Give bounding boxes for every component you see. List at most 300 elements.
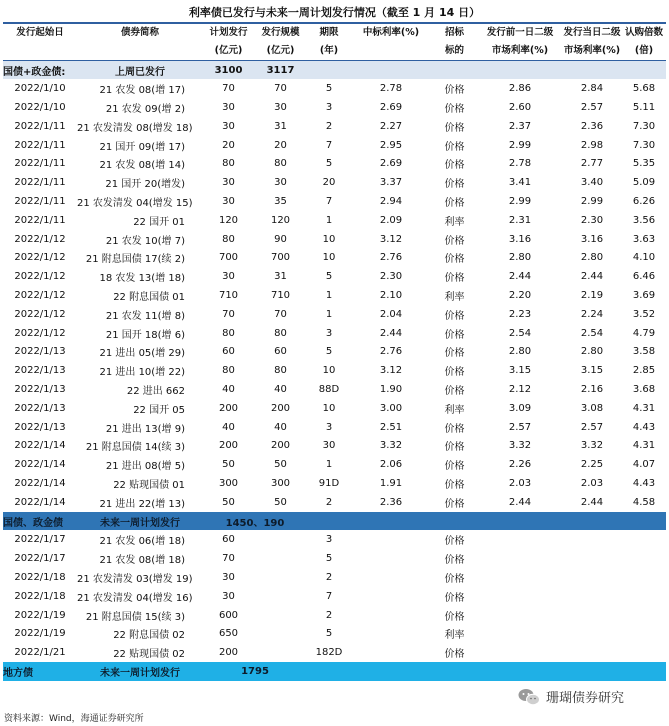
table-cell: 5.11	[632, 101, 656, 113]
table-cell: 60	[222, 346, 235, 358]
table-row	[3, 267, 666, 286]
table-cell: 120	[270, 214, 291, 226]
table-cell: 利率	[444, 630, 465, 642]
table-cell: 3.32	[379, 440, 403, 452]
table-cell: 21 国开 09(增 17)	[99, 141, 185, 153]
table-cell: 80	[222, 327, 235, 339]
table-cell: 21 附息国债 15(续 3)	[85, 611, 185, 623]
table-cell	[254, 643, 307, 662]
table-cell: 2.04	[379, 308, 403, 320]
table-cell: 22 附息国债 01	[113, 291, 185, 303]
table-cell: 2.44	[379, 327, 403, 339]
table-cell: 21 进出 22(增 13)	[99, 498, 185, 510]
header-cell	[3, 42, 77, 61]
table-row	[3, 361, 666, 380]
table-cell: 2.80	[508, 252, 532, 264]
empty-cell	[562, 662, 622, 681]
table-row	[3, 380, 666, 399]
table-cell: 21 进出 08(增 5)	[105, 461, 185, 473]
table-cell: 2.44	[508, 496, 532, 508]
table-cell: 2022/1/11	[14, 120, 66, 132]
table-cell: 2.69	[379, 158, 403, 170]
table-cell: 2.30	[379, 271, 403, 283]
table-cell: 3.56	[632, 214, 656, 226]
source-note: 资料来源：Wind，海通证券研究所	[4, 714, 144, 724]
table-cell	[351, 549, 431, 568]
table-cell: 2022/1/10	[14, 101, 66, 113]
table-cell: 利率	[444, 404, 465, 416]
table-cell: 40	[274, 383, 287, 395]
table-cell: 2.19	[580, 289, 604, 301]
table-cell: 21 农发清发 04(增发 16)	[77, 592, 193, 604]
section-plan: 3100	[203, 61, 254, 80]
table-cell	[562, 587, 622, 606]
table-cell: 5	[325, 628, 333, 640]
table-cell: 7	[325, 590, 333, 602]
table-cell: 2.98	[580, 139, 604, 151]
header-cell: 债券简称	[120, 27, 159, 38]
table-cell: 2.57	[508, 421, 532, 433]
section-scale: 3117	[254, 61, 307, 80]
table-cell: 200	[270, 440, 291, 452]
table-cell: 2.06	[379, 459, 403, 471]
table-cell: 60	[274, 346, 287, 358]
table-cell: 价格	[444, 649, 465, 661]
table-cell: 价格	[444, 479, 465, 491]
table-cell: 2.10	[379, 289, 403, 301]
table-cell: 2022/1/13	[14, 421, 66, 433]
table-cell: 2.54	[508, 327, 532, 339]
table-cell: 2.80	[580, 346, 604, 358]
table-cell: 2.03	[580, 477, 604, 489]
table-cell: 10	[322, 402, 336, 414]
table-cell: 2022/1/11	[14, 214, 66, 226]
table-cell: 21 农发 08(增 18)	[99, 555, 185, 567]
table-cell: 2.76	[379, 346, 403, 358]
table-cell: 21 进出 13(增 9)	[105, 423, 185, 435]
header-cell: 计划发行	[209, 27, 248, 38]
table-cell: 2	[325, 571, 333, 583]
table-cell: 10	[322, 252, 336, 264]
table-cell	[478, 568, 562, 587]
table-cell: 21 农发 08(增 17)	[99, 85, 185, 97]
table-cell	[562, 606, 622, 625]
table-cell: 80	[222, 233, 235, 245]
table-cell: 2.36	[379, 496, 403, 508]
table-cell: 35	[274, 195, 287, 207]
header-row-2	[3, 42, 666, 61]
table-row	[3, 117, 666, 136]
table-cell: 5	[325, 346, 333, 358]
table-cell	[254, 624, 307, 643]
table-cell: 50	[222, 496, 235, 508]
table-cell: 2022/1/14	[14, 440, 66, 452]
table-cell: 120	[218, 214, 239, 226]
table-cell: 3.00	[379, 402, 403, 414]
table-cell: 30	[222, 101, 235, 113]
table-cell: 7.30	[632, 120, 656, 132]
table-cell: 1	[325, 214, 333, 226]
table-cell: 300	[218, 477, 239, 489]
table-cell: 3.08	[580, 402, 604, 414]
table-cell: 2022/1/12	[14, 252, 66, 264]
table-cell	[622, 587, 666, 606]
table-cell: 2022/1/19	[14, 609, 66, 621]
table-row	[3, 624, 666, 643]
table-cell	[254, 530, 307, 549]
table-cell: 50	[274, 459, 287, 471]
table-cell: 3.09	[508, 402, 532, 414]
table-cell: 3.69	[632, 289, 656, 301]
table-cell: 2022/1/18	[14, 590, 66, 602]
table-cell: 22 国开 05	[133, 404, 185, 416]
table-row	[3, 211, 666, 230]
table-cell: 2022/1/17	[14, 553, 66, 565]
table-cell: 2.57	[580, 101, 604, 113]
table-cell: 3.16	[580, 233, 604, 245]
section-label: 地方债	[3, 662, 77, 681]
table-body	[3, 61, 666, 681]
table-cell: 价格	[444, 254, 465, 266]
table-cell: 21 农发 09(增 2)	[105, 103, 185, 115]
table-cell: 价格	[444, 461, 465, 473]
table-cell: 2.85	[632, 365, 656, 377]
empty-cell	[478, 61, 562, 80]
table-cell	[351, 568, 431, 587]
table-row	[3, 286, 666, 305]
table-row	[3, 154, 666, 173]
table-cell: 2.30	[580, 214, 604, 226]
table-cell: 40	[222, 421, 235, 433]
section-label: 国债、政金债	[3, 512, 77, 531]
table-cell: 价格	[444, 197, 465, 209]
table-cell: 7	[325, 139, 333, 151]
table-cell	[254, 587, 307, 606]
table-cell: 70	[222, 83, 235, 95]
table-cell: 2022/1/13	[14, 346, 66, 358]
table-cell: 2022/1/17	[14, 534, 66, 546]
header-cell	[77, 42, 203, 61]
table-cell: 50	[274, 496, 287, 508]
table-cell: 2.57	[580, 421, 604, 433]
table-cell: 3.40	[580, 177, 604, 189]
table-cell: 200	[218, 647, 239, 659]
table-cell: 60	[222, 534, 235, 546]
empty-cell	[351, 61, 431, 80]
table-cell: 3	[325, 101, 333, 113]
table-cell: 5.35	[632, 158, 656, 170]
table-cell	[478, 624, 562, 643]
table-cell: 5	[325, 158, 333, 170]
table-cell: 2	[325, 120, 333, 132]
section-row	[3, 662, 666, 681]
table-cell	[351, 643, 431, 662]
table-row	[3, 530, 666, 549]
table-row	[3, 568, 666, 587]
table-cell: 10	[322, 233, 336, 245]
table-cell: 3	[325, 421, 333, 433]
table-cell: 5.68	[632, 83, 656, 95]
table-cell: 2.25	[580, 459, 604, 471]
table-cell: 88D	[318, 383, 340, 395]
table-cell: 5	[325, 83, 333, 95]
table-cell: 利率	[444, 291, 465, 303]
table-cell: 650	[218, 628, 239, 640]
table-cell: 价格	[444, 423, 465, 435]
table-cell: 2.03	[508, 477, 532, 489]
table-cell: 3.15	[508, 365, 532, 377]
table-cell: 5	[325, 553, 333, 565]
table-cell	[622, 568, 666, 587]
table-cell: 价格	[444, 573, 465, 585]
table-cell: 价格	[444, 385, 465, 397]
table-cell: 18 农发 13(增 18)	[99, 273, 185, 285]
table-cell: 2.31	[508, 214, 532, 226]
table-cell: 21 农发 10(增 7)	[105, 235, 185, 247]
table-cell	[478, 587, 562, 606]
table-cell: 2022/1/12	[14, 308, 66, 320]
table-cell: 2022/1/13	[14, 383, 66, 395]
table-cell: 182D	[315, 647, 343, 659]
header-cell: 发行当日二级	[563, 27, 621, 38]
table-cell: 2.36	[580, 120, 604, 132]
empty-cell	[431, 662, 478, 681]
table-cell: 21 农发清发 04(增发 15)	[77, 197, 193, 209]
table-row	[3, 192, 666, 211]
header-row-1	[3, 24, 666, 42]
table-title: 利率债已发行与未来一周计划发行情况（截至 1 月 14 日）	[188, 6, 481, 19]
table-cell: 3.68	[632, 383, 656, 395]
table-cell: 2.60	[508, 101, 532, 113]
table-cell: 91D	[318, 477, 340, 489]
header-cell: 市场利率(%)	[491, 45, 549, 56]
table-cell: 30	[222, 177, 235, 189]
table-cell: 30	[274, 177, 287, 189]
table-cell: 2022/1/14	[14, 459, 66, 471]
empty-cell	[478, 662, 562, 681]
table-cell: 20	[274, 139, 287, 151]
table-cell	[478, 606, 562, 625]
header-cell: 发行规模	[261, 27, 300, 38]
empty-cell	[431, 512, 478, 531]
table-cell: 2.44	[580, 496, 604, 508]
table-cell: 1.90	[379, 383, 403, 395]
table-row	[3, 418, 666, 437]
table-cell: 价格	[444, 592, 465, 604]
table-row	[3, 305, 666, 324]
table-cell: 4.31	[632, 440, 656, 452]
header-cell: 期限	[319, 27, 339, 38]
table-cell	[622, 549, 666, 568]
table-cell: 2	[325, 609, 333, 621]
bond-issuance-table	[3, 24, 666, 681]
table-cell: 2.54	[580, 327, 604, 339]
table-cell: 2022/1/14	[14, 496, 66, 508]
table-cell: 2.44	[580, 271, 604, 283]
table-cell	[478, 549, 562, 568]
table-cell: 价格	[444, 498, 465, 510]
table-cell: 2.51	[379, 421, 403, 433]
table-cell: 2.77	[580, 158, 604, 170]
table-cell: 3	[325, 534, 333, 546]
table-cell: 710	[218, 289, 239, 301]
table-cell: 2.26	[508, 459, 532, 471]
table-cell: 5.09	[632, 177, 656, 189]
table-cell: 6.26	[632, 195, 656, 207]
table-cell: 2022/1/12	[14, 327, 66, 339]
section-row	[3, 61, 666, 80]
table-cell: 2022/1/11	[14, 195, 66, 207]
table-cell: 31	[274, 120, 287, 132]
table-cell: 1.91	[379, 477, 403, 489]
table-cell: 2.44	[508, 271, 532, 283]
table-cell: 70	[222, 308, 235, 320]
table-row	[3, 136, 666, 155]
header-cell: 认购倍数	[624, 27, 663, 38]
table-cell	[562, 568, 622, 587]
table-cell: 2022/1/13	[14, 402, 66, 414]
table-cell: 2.94	[379, 195, 403, 207]
section-name: 上周已发行	[77, 61, 203, 80]
table-cell: 2.24	[580, 308, 604, 320]
table-cell: 价格	[444, 310, 465, 322]
table-cell: 2022/1/11	[14, 139, 66, 151]
empty-cell	[307, 512, 351, 531]
table-cell: 2.95	[379, 139, 403, 151]
table-cell: 2.37	[508, 120, 532, 132]
table-cell: 200	[218, 440, 239, 452]
table-cell: 2.16	[580, 383, 604, 395]
table-cell: 30	[322, 440, 336, 452]
table-cell: 300	[270, 477, 291, 489]
table-cell: 2.78	[379, 83, 403, 95]
table-cell: 2.84	[580, 83, 604, 95]
empty-cell	[562, 512, 622, 531]
table-cell	[351, 530, 431, 549]
table-cell: 价格	[444, 348, 465, 360]
table-cell: 200	[218, 402, 239, 414]
table-cell: 1	[325, 459, 333, 471]
table-cell: 3.12	[379, 365, 403, 377]
table-cell	[478, 530, 562, 549]
table-cell: 价格	[444, 442, 465, 454]
empty-cell	[351, 512, 431, 531]
table-row	[3, 324, 666, 343]
table-cell: 80	[274, 365, 287, 377]
table-cell: 4.43	[632, 477, 656, 489]
table-cell: 90	[274, 233, 287, 245]
table-cell: 3.15	[580, 365, 604, 377]
table-cell: 价格	[444, 235, 465, 247]
table-cell: 21 农发 06(增 18)	[99, 536, 185, 548]
table-cell: 20	[222, 139, 235, 151]
table-cell: 2.27	[379, 120, 403, 132]
table-cell: 价格	[444, 329, 465, 341]
table-cell: 2022/1/21	[14, 647, 66, 659]
table-cell: 600	[218, 609, 239, 621]
table-cell: 80	[222, 365, 235, 377]
table-cell: 价格	[444, 536, 465, 548]
empty-cell	[478, 512, 562, 531]
table-cell: 3	[325, 327, 333, 339]
header-cell: 发行前一日二级	[486, 27, 554, 38]
table-cell: 2.99	[508, 195, 532, 207]
table-cell: 20	[322, 177, 336, 189]
table-cell: 2022/1/11	[14, 177, 66, 189]
table-row	[3, 230, 666, 249]
section-row	[3, 512, 666, 531]
table-cell: 30	[222, 571, 235, 583]
table-cell: 利率	[444, 216, 465, 228]
table-cell: 2.86	[508, 83, 532, 95]
table-cell: 70	[274, 83, 287, 95]
header-cell: 发行起始日	[16, 27, 64, 38]
empty-cell	[622, 512, 666, 531]
empty-cell	[562, 61, 622, 80]
section-name: 未来一周计划发行	[77, 512, 203, 531]
table-row	[3, 173, 666, 192]
table-cell: 2022/1/14	[14, 477, 66, 489]
table-cell: 30	[274, 101, 287, 113]
header-cell: 标的	[444, 45, 464, 56]
table-cell: 70	[222, 553, 235, 565]
table-cell: 2.76	[379, 252, 403, 264]
table-cell: 价格	[444, 555, 465, 567]
table-cell: 3.16	[508, 233, 532, 245]
table-cell: 30	[222, 120, 235, 132]
table-cell	[254, 606, 307, 625]
table-row	[3, 549, 666, 568]
table-cell: 4.43	[632, 421, 656, 433]
table-cell: 40	[274, 421, 287, 433]
table-cell: 价格	[444, 141, 465, 153]
table-cell: 价格	[444, 179, 465, 191]
table-cell	[622, 606, 666, 625]
header-cell: (亿元)	[266, 45, 295, 56]
table-cell	[622, 530, 666, 549]
table-cell: 22 进出 662	[126, 385, 185, 397]
table-cell	[562, 643, 622, 662]
table-cell: 710	[270, 289, 291, 301]
empty-cell	[307, 61, 351, 80]
table-cell: 700	[270, 252, 291, 264]
table-cell: 2022/1/12	[14, 271, 66, 283]
watermark	[514, 685, 628, 708]
table-cell: 40	[222, 383, 235, 395]
table-cell: 2.78	[508, 158, 532, 170]
table-cell: 21 农发 08(增 14)	[99, 160, 185, 172]
table-cell	[562, 549, 622, 568]
table-row	[3, 474, 666, 493]
table-cell: 3.37	[379, 177, 403, 189]
header-cell: (倍)	[634, 45, 654, 56]
table-cell: 2022/1/13	[14, 365, 66, 377]
table-cell: 3.52	[632, 308, 656, 320]
table-cell	[478, 643, 562, 662]
table-cell: 7	[325, 195, 333, 207]
header-cell	[351, 42, 431, 61]
table-cell: 21 农发清发 03(增发 19)	[77, 573, 193, 585]
table-cell: 3.32	[580, 440, 604, 452]
watermark-text: 珊瑚债券研究	[546, 691, 625, 706]
empty-cell	[307, 662, 351, 681]
table-row	[3, 98, 666, 117]
table-cell	[562, 624, 622, 643]
table-cell	[351, 587, 431, 606]
table-cell: 80	[222, 158, 235, 170]
table-row	[3, 493, 666, 512]
table-cell	[254, 549, 307, 568]
